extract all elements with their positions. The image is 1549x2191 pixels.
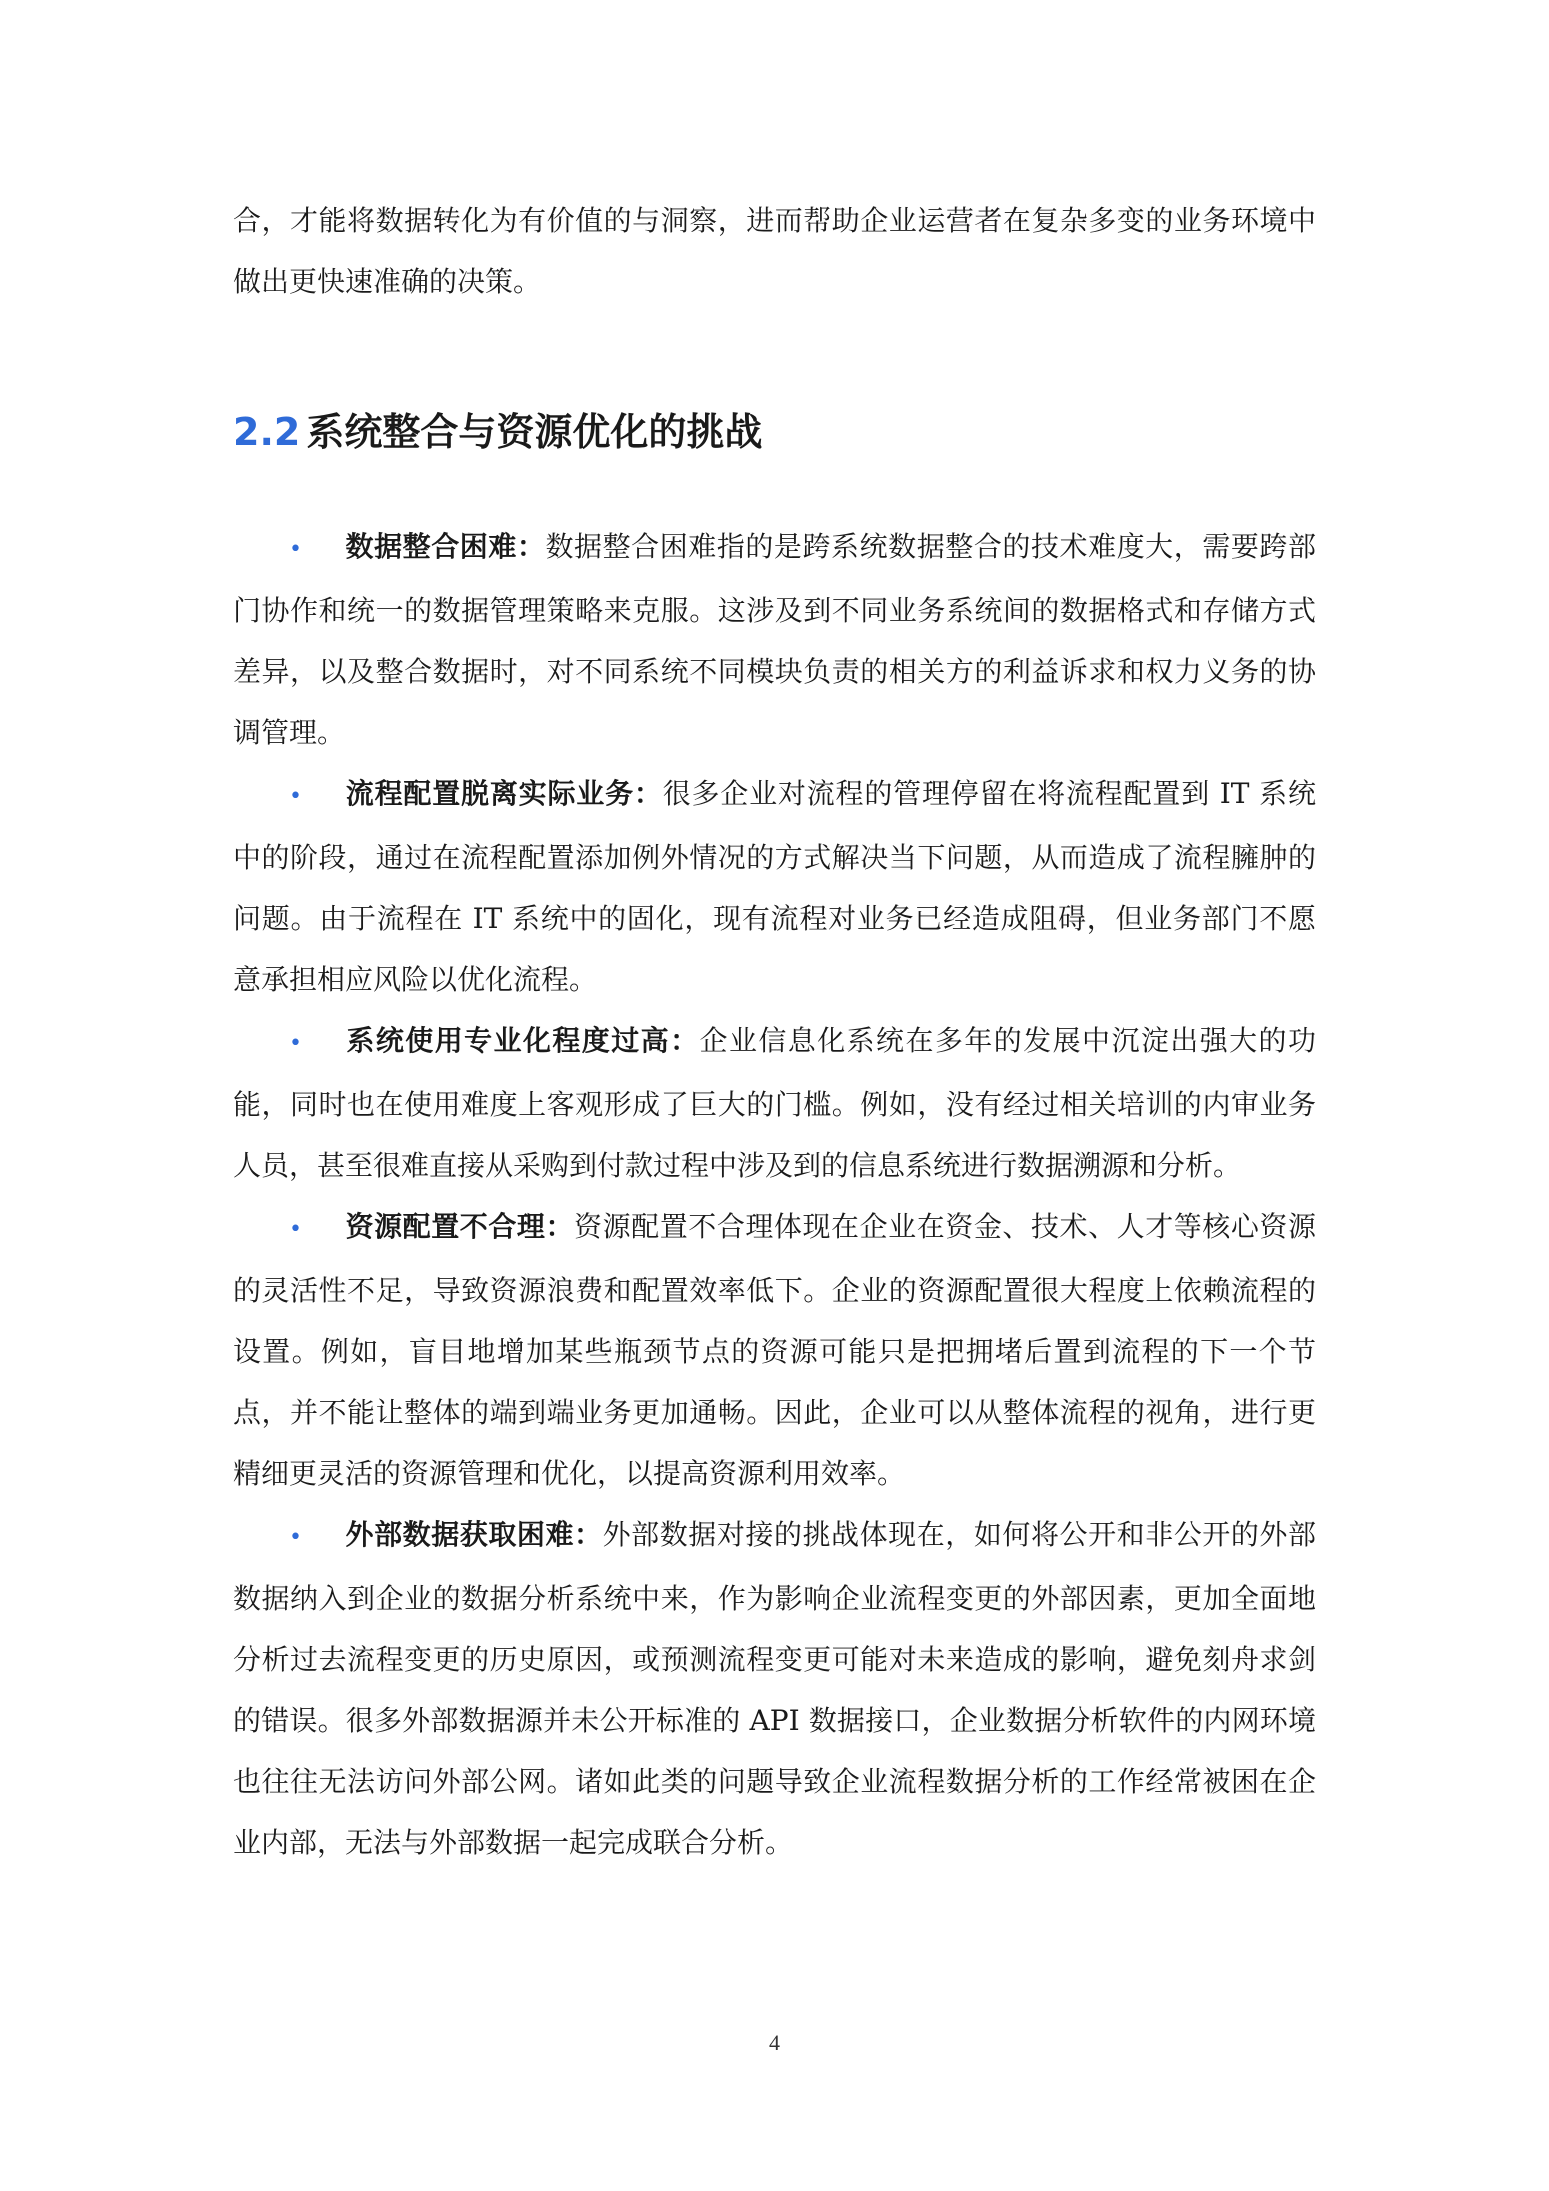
list-item bbox=[233, 516, 1316, 763]
bullet-term: 数据整合困难： bbox=[345, 530, 546, 563]
list-item bbox=[233, 1504, 1316, 1873]
section-heading bbox=[233, 404, 1316, 460]
bullet-icon: • bbox=[289, 1525, 302, 1550]
challenge-list bbox=[233, 516, 1316, 1873]
bullet-text: 外部数据对接的挑战体现在，如何将公开和非公开的外部数据纳入到企业的数据分析系统中来，作为影响企业流程变更的外部因素，更加全面地分析过去流程变更的历史原因，或预测流程变更可能对未来造成的影响，避免刻舟求剑的错误。很多外部数据源并未公开标准的 API 数据接口，企业数据分析软件的内网环境也往往无法访问外部公网。诸如此类的问题导致企业流程数据分析的工作经常被困在企业内部，无法与外部数据一起完成联合分析。 bbox=[233, 1518, 1316, 1859]
bullet-text: 数据整合困难指的是跨系统数据整合的技术难度大，需要跨部门协作和统一的数据管理策略来克服。这涉及到不同业务系统间的数据格式和存储方式差异，以及整合数据时，对不同系统不同模块负责的相关方的利益诉求和权力义务的协调管理。 bbox=[233, 530, 1316, 749]
bullet-term: 资源配置不合理： bbox=[345, 1210, 575, 1243]
list-item bbox=[233, 763, 1316, 1010]
bullet-icon: • bbox=[289, 1217, 302, 1242]
intro-paragraph: 合，才能将数据转化为有价值的与洞察，进而帮助企业运营者在复杂多变的业务环境中做出更快速准确的决策。 bbox=[233, 204, 1316, 298]
section-title: 系统整合与资源优化的挑战 bbox=[306, 410, 763, 454]
bullet-text: 资源配置不合理体现在企业在资金、技术、人才等核心资源的灵活性不足，导致资源浪费和配置效率低下。企业的资源配置很大程度上依赖流程的设置。例如，盲目地增加某些瓶颈节点的资源可能只是把拥堵后置到流程的下一个节点，并不能让整体的端到端业务更加通畅。因此，企业可以从整体流程的视角，进行更精细更灵活的资源管理和优化，以提高资源利用效率。 bbox=[233, 1210, 1316, 1490]
bullet-icon: • bbox=[289, 1031, 302, 1056]
list-item bbox=[233, 1196, 1316, 1504]
bullet-term: 系统使用专业化程度过高： bbox=[345, 1024, 700, 1057]
bullet-term: 外部数据获取困难： bbox=[345, 1518, 603, 1551]
bullet-text: 很多企业对流程的管理停留在将流程配置到 IT 系统中的阶段，通过在流程配置添加例外情况的方式解决当下问题，从而造成了流程臃肿的问题。由于流程在 IT 系统中的固化，现有流程对业务已经造成阻碍，但业务部门不愿意承担相应风险以优化流程。 bbox=[233, 777, 1316, 996]
section-number: 2.2 bbox=[233, 410, 301, 454]
list-item bbox=[233, 1010, 1316, 1196]
bullet-icon: • bbox=[289, 537, 302, 562]
bullet-icon: • bbox=[289, 784, 302, 809]
bullet-text: 企业信息化系统在多年的发展中沉淀出强大的功能，同时也在使用难度上客观形成了巨大的门槛。例如，没有经过相关培训的内审业务人员，甚至很难直接从采购到付款过程中涉及到的信息系统进行数据溯源和分析。 bbox=[233, 1024, 1316, 1182]
page-number: 4 bbox=[769, 2030, 780, 2055]
page-content bbox=[233, 190, 1316, 1873]
bullet-term: 流程配置脱离实际业务： bbox=[345, 777, 663, 810]
